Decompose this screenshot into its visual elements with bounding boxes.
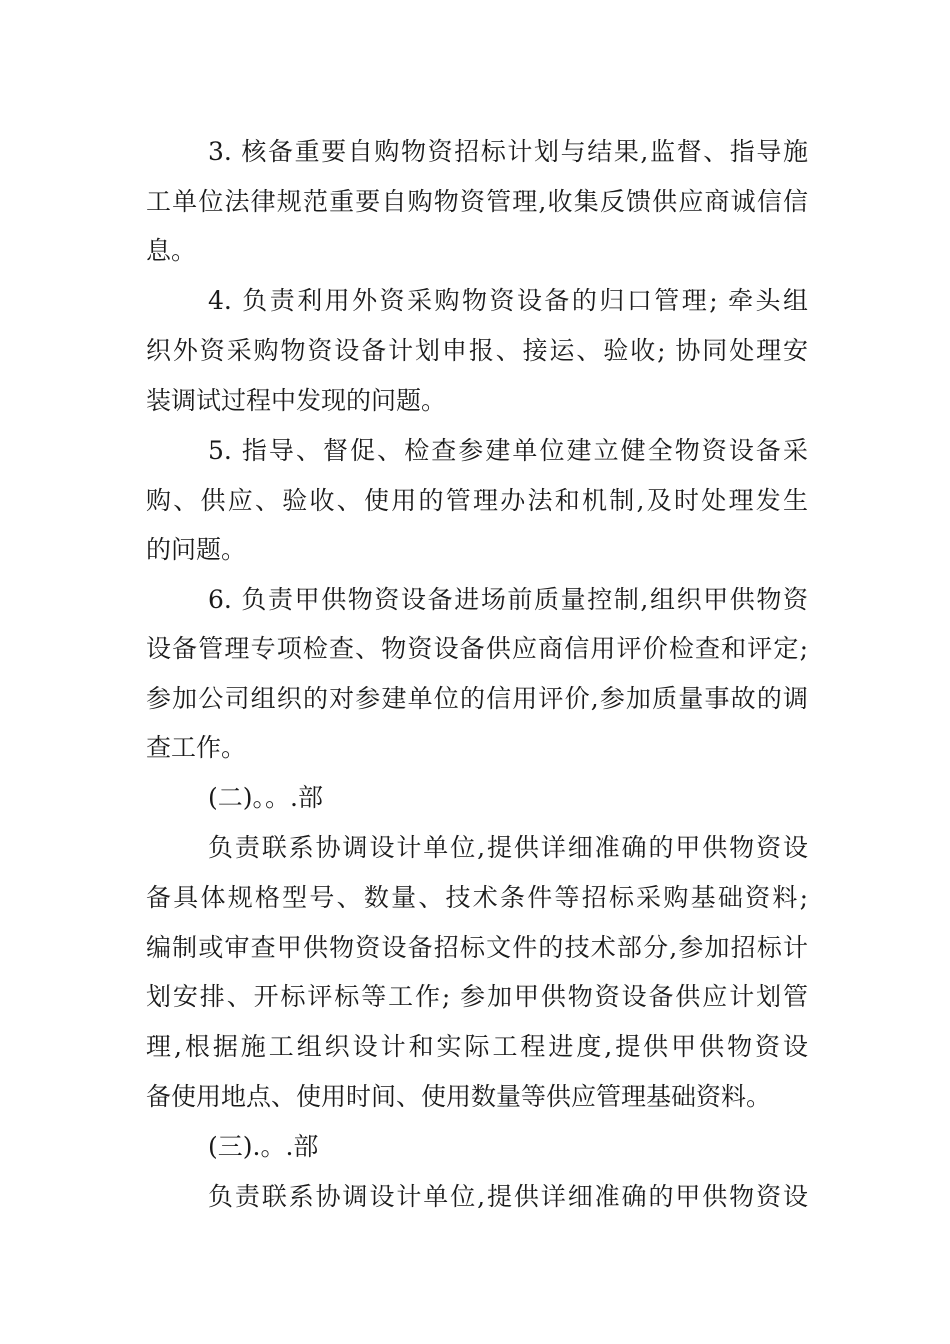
text-line: 设备管理专项检查、物资设备供应商信用评价检查和评定; bbox=[146, 634, 808, 663]
section-heading: (三).。.部 bbox=[208, 1132, 319, 1161]
text-line: 备使用地点、使用时间、使用数量等供应管理基础资料。 bbox=[146, 1082, 772, 1111]
text-line: 3. 核备重要自购物资招标计划与结果,监督、指导施 bbox=[208, 137, 808, 166]
text-line: 织外资采购物资设备计划申报、接运、验收; 协同处理安 bbox=[146, 336, 808, 365]
text-line: 划安排、开标评标等工作; 参加甲供物资设备供应计划管 bbox=[146, 982, 808, 1011]
text-line: 参加公司组织的对参建单位的信用评价,参加质量事故的调 bbox=[146, 684, 808, 713]
text-line: 的问题。 bbox=[146, 535, 247, 564]
text-line: 负责联系协调设计单位,提供详细准确的甲供物资设 bbox=[208, 1182, 808, 1211]
text-line: 息。 bbox=[146, 236, 197, 265]
text-line: 查工作。 bbox=[146, 733, 247, 762]
text-line: 购、供应、验收、使用的管理办法和机制,及时处理发生 bbox=[146, 486, 808, 515]
text-line: 5. 指导、督促、检查参建单位建立健全物资设备采 bbox=[208, 436, 808, 465]
text-line: 备具体规格型号、数量、技术条件等招标采购基础资料; bbox=[146, 883, 808, 912]
text-line: 装调试过程中发现的问题。 bbox=[146, 386, 447, 415]
text-line: 6. 负责甲供物资设备进场前质量控制,组织甲供物资 bbox=[208, 585, 808, 614]
section-heading: (二)。。.部 bbox=[208, 783, 323, 812]
text-line: 工单位法律规范重要自购物资管理,收集反馈供应商诚信信 bbox=[146, 187, 808, 216]
text-line: 负责联系协调设计单位,提供详细准确的甲供物资设 bbox=[208, 833, 808, 862]
text-line: 4. 负责利用外资采购物资设备的归口管理; 牵头组 bbox=[208, 286, 808, 315]
text-line: 理,根据施工组织设计和实际工程进度,提供甲供物资设 bbox=[146, 1032, 808, 1061]
text-line: 编制或审查甲供物资设备招标文件的技术部分,参加招标计 bbox=[146, 933, 808, 962]
